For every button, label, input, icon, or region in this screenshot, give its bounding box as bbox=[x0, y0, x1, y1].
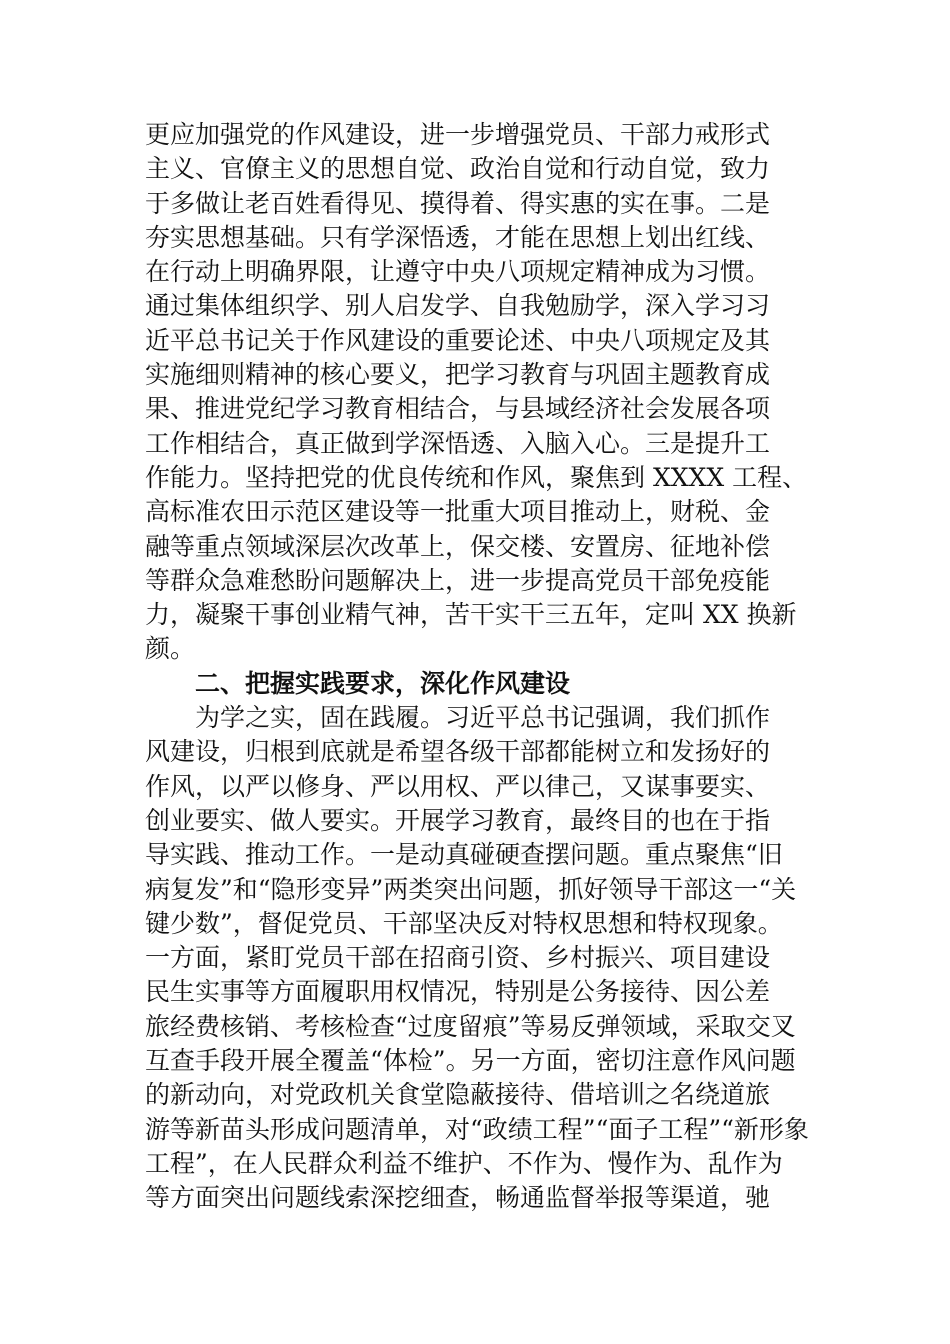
section-heading: 二、把握实践要求，深化作风建设 bbox=[195, 668, 571, 698]
text-line: 作风，以严以修身、严以用权、严以律己，又谋事要实、 bbox=[145, 771, 771, 801]
text-line: 游等新苗头形成问题清单，对“政绩工程”“面子工程”“新形象 bbox=[145, 1114, 809, 1144]
text-line: 一方面，紧盯党员干部在招商引资、乡村振兴、项目建设 bbox=[145, 943, 771, 973]
text-line: 在行动上明确界限，让遵守中央八项规定精神成为习惯。 bbox=[145, 257, 771, 287]
text-line: 为学之实，固在践履。习近平总书记强调，我们抓作 bbox=[195, 703, 771, 733]
text-line: 工作相结合，真正做到学深悟透、入脑入心。三是提升工 bbox=[145, 428, 771, 458]
text-line: 工程”，在人民群众利益不维护、不作为、慢作为、乱作为 bbox=[145, 1148, 783, 1178]
text-line: 近平总书记关于作风建设的重要论述、中央八项规定及其 bbox=[145, 325, 771, 355]
text-line: 于多做让老百姓看得见、摸得着、得实惠的实在事。二是 bbox=[145, 188, 771, 218]
text-line: 病复发”和“隐形变异”两类突出问题，抓好领导干部这一“关 bbox=[145, 874, 797, 904]
text-line: 夯实思想基础。只有学深悟透，才能在思想上划出红线、 bbox=[145, 222, 771, 252]
text-line: 等方面突出问题线索深挖细查，畅通监督举报等渠道，驰 bbox=[145, 1183, 771, 1213]
text-line: 风建设，归根到底就是希望各级干部都能树立和发扬好的 bbox=[145, 737, 771, 767]
text-line: 融等重点领域深层次改革上，保交楼、安置房、征地补偿 bbox=[145, 531, 771, 561]
text-line: 果、推进党纪学习教育相结合，与县域经济社会发展各项 bbox=[145, 394, 771, 424]
text-line: 等群众急难愁盼问题解决上，进一步提高党员干部免疫能 bbox=[145, 565, 771, 595]
text-line: 键少数”，督促党员、干部坚决反对特权思想和特权现象。 bbox=[145, 908, 783, 938]
text-line: 更应加强党的作风建设，进一步增强党员、干部力戒形式 bbox=[145, 120, 771, 149]
text-line: 创业要实、做人要实。开展学习教育，最终目的也在于指 bbox=[145, 805, 771, 835]
text-line: 力，凝聚干事创业精气神，苦干实干三五年，定叫 XX 换新 bbox=[145, 600, 797, 630]
text-line: 主义、官僚主义的思想自觉、政治自觉和行动自觉，致力 bbox=[145, 154, 771, 184]
text-line: 颜。 bbox=[145, 634, 196, 664]
document-body bbox=[145, 118, 810, 1216]
text-line: 旅经费核销、考核检查“过度留痕”等易反弹领域，采取交叉 bbox=[145, 1011, 796, 1041]
text-line: 的新动向，对党政机关食堂隐蔽接待、借培训之名绕道旅 bbox=[145, 1080, 771, 1110]
text-line: 高标准农田示范区建设等一批重大项目推动上，财税、金 bbox=[145, 497, 771, 527]
paragraph-practice bbox=[145, 701, 810, 1215]
text-line: 民生实事等方面履职用权情况，特别是公务接待、因公差 bbox=[145, 977, 771, 1007]
text-line: 互查手段开展全覆盖“体检”。另一方面，密切注意作风问题 bbox=[145, 1046, 796, 1076]
text-line: 作能力。坚持把党的优良传统和作风，聚焦到 XXXX 工程、 bbox=[145, 462, 808, 492]
paragraph-continued bbox=[145, 118, 810, 667]
text-line: 导实践、推动工作。一是动真碰硬查摆问题。重点聚焦“旧 bbox=[145, 840, 783, 870]
text-line: 通过集体组织学、别人启发学、自我勉励学，深入学习习 bbox=[145, 291, 771, 321]
text-line: 实施细则精神的核心要义，把学习教育与巩固主题教育成 bbox=[145, 360, 771, 390]
